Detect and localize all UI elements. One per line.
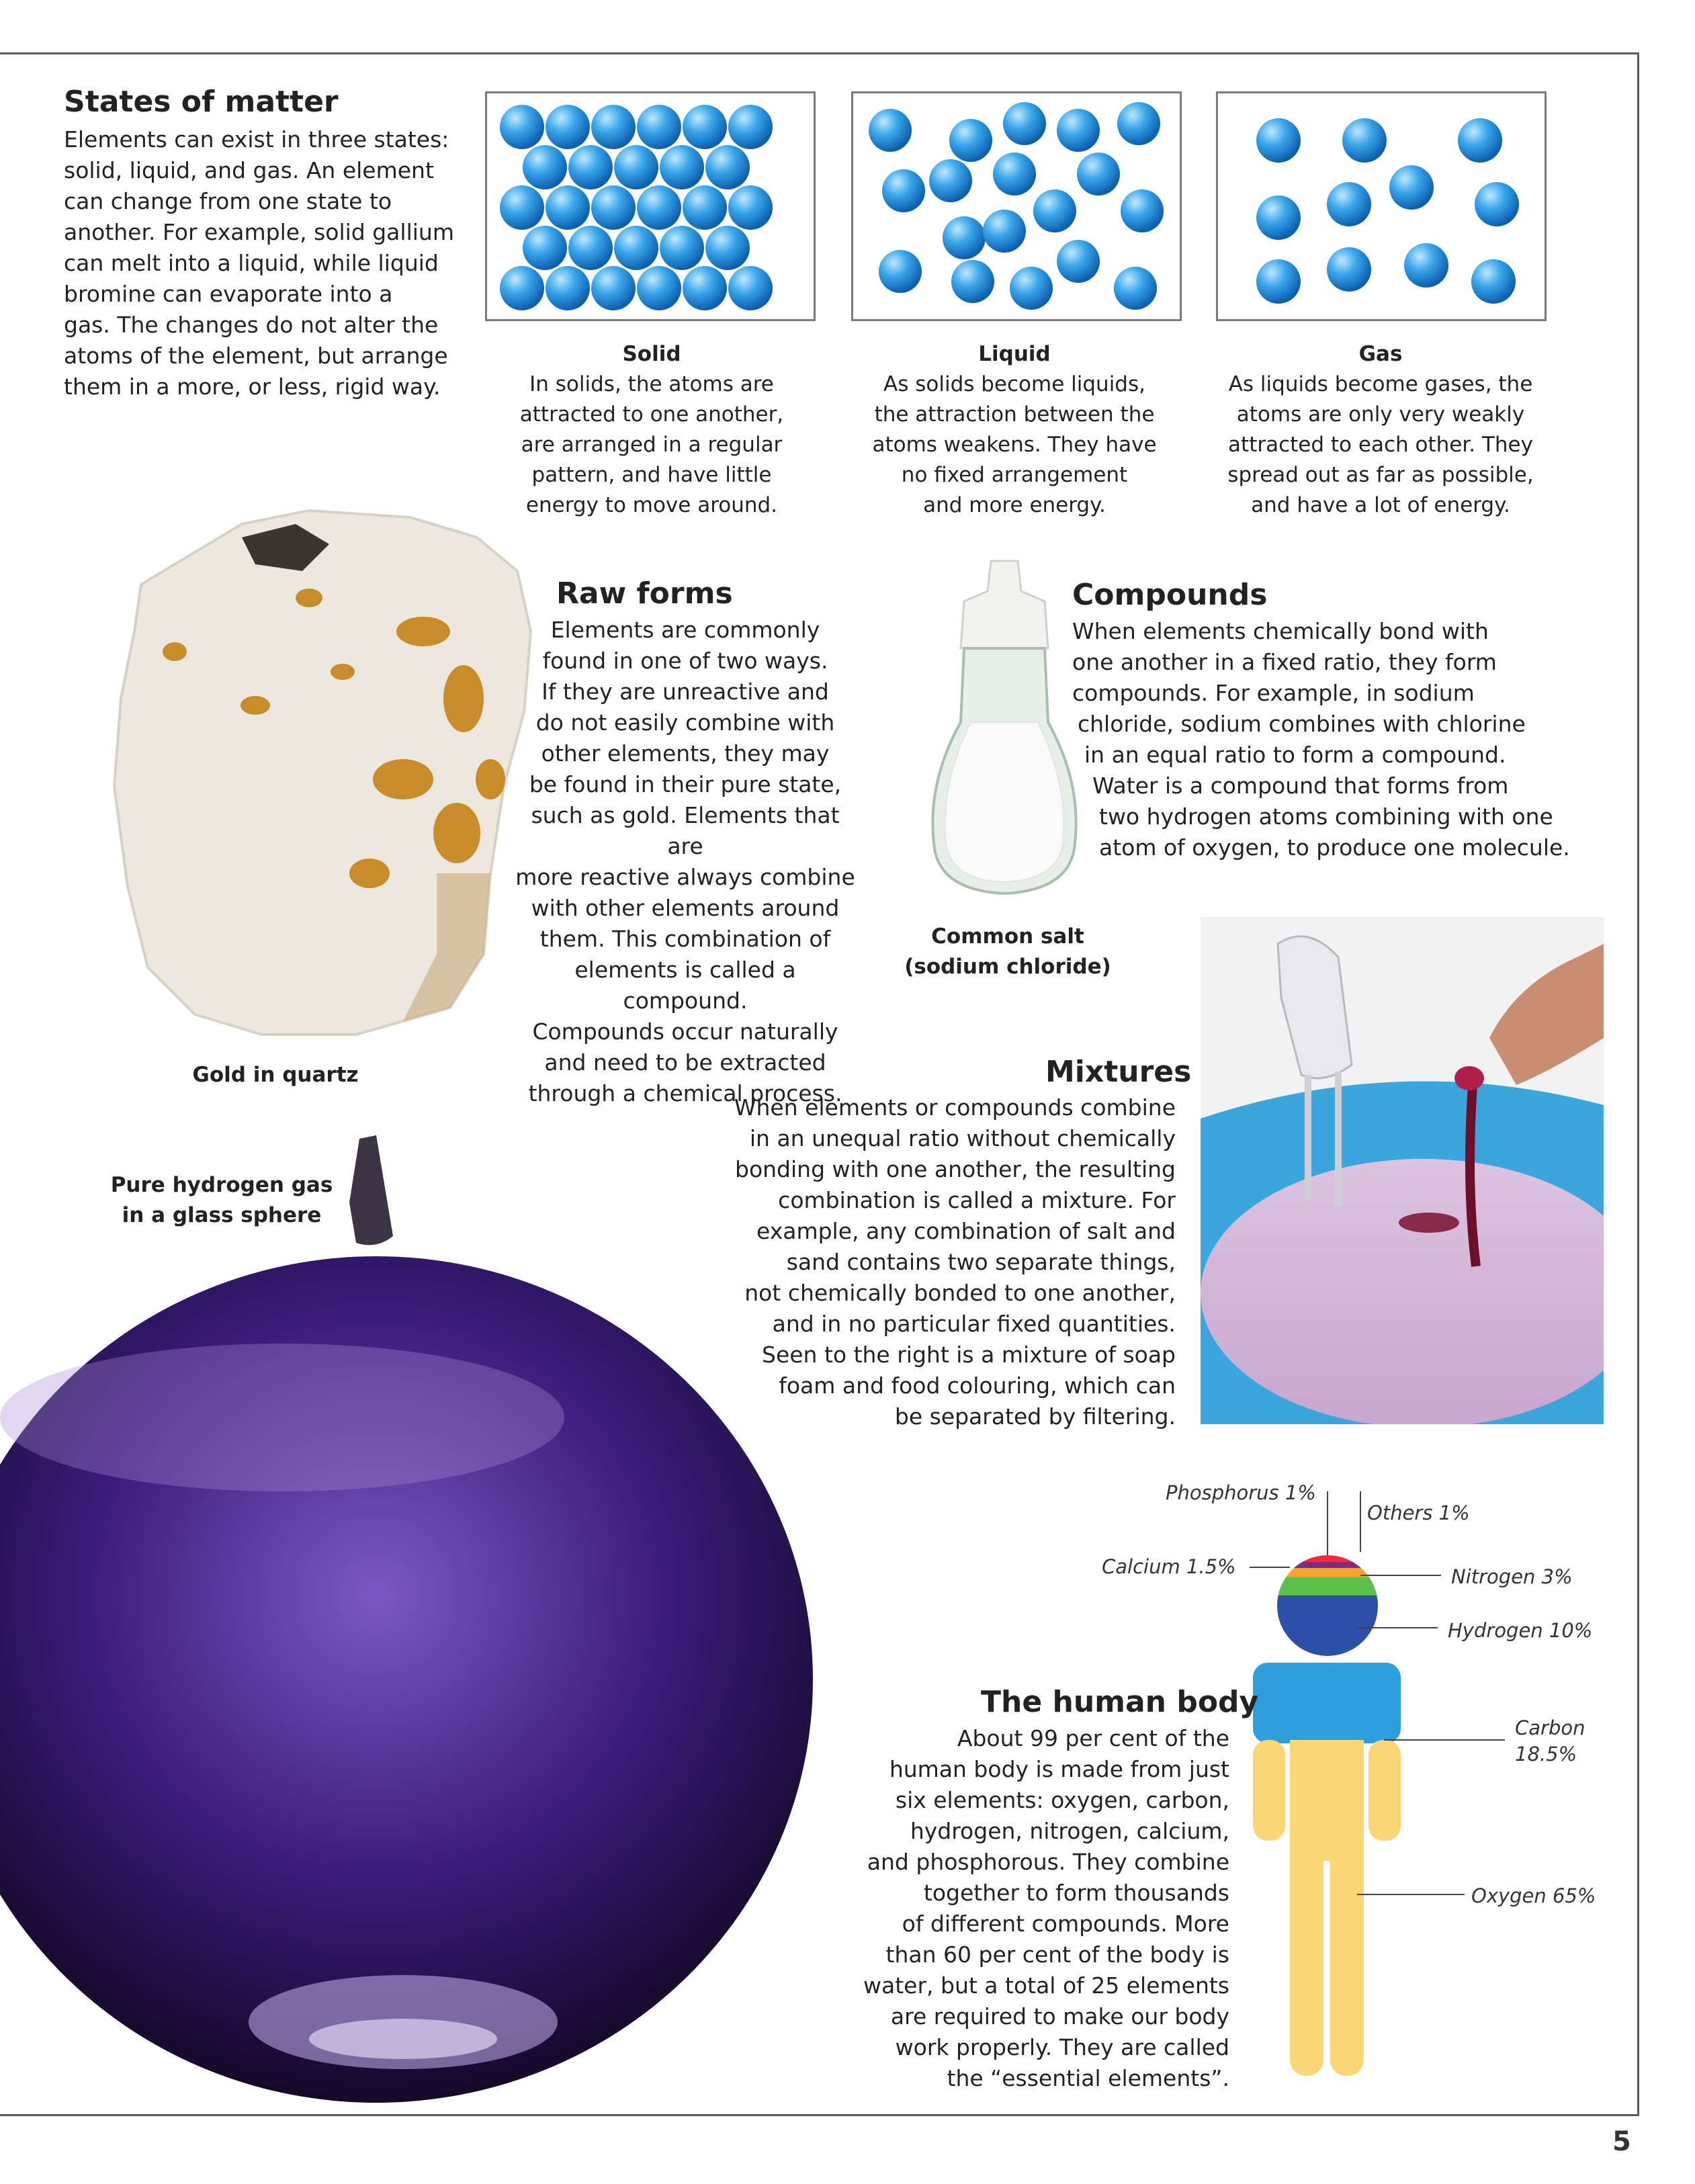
atom [523, 145, 567, 189]
liquid-atoms [853, 93, 1180, 319]
text-line: other elements, they may [541, 740, 830, 767]
text-line: solid, liquid, and gas. An element [64, 157, 434, 183]
text-line: energy to move around. [525, 493, 778, 517]
text-line: them in a more, or less, rigid way. [64, 374, 441, 400]
gas-atoms [1218, 93, 1545, 319]
text-line: the “essential elements”. [947, 2065, 1229, 2091]
text-line: Pure hydrogen gas [110, 1173, 333, 1197]
atom [500, 105, 544, 149]
atom [1077, 152, 1120, 195]
liquid-caption [833, 339, 1196, 521]
text-line: Elements can exist in three states: [64, 126, 449, 152]
liquid-diagram [851, 91, 1182, 321]
text-line: are required to make our body [890, 2003, 1229, 2029]
text-line: such as gold. Elements that are [531, 802, 840, 859]
atom [879, 250, 922, 293]
right-leg-oxygen [1330, 1841, 1364, 2076]
right-rule [1637, 52, 1639, 2116]
atom [705, 226, 750, 270]
atom [591, 266, 636, 310]
text-line: Elements are commonly [550, 617, 820, 643]
atom [929, 159, 972, 202]
text-line: be separated by filtering. [894, 1403, 1176, 1430]
text-line: six elements: oxygen, carbon, [895, 1787, 1229, 1813]
atom [546, 185, 590, 230]
gold-quartz-photo [87, 497, 544, 1048]
text-line: and need to be extracted [544, 1049, 826, 1076]
text-line: another. For example, solid gallium [64, 219, 454, 245]
atom [614, 226, 658, 270]
text-line: through a chemical process. [528, 1080, 842, 1106]
atom [568, 226, 613, 270]
page-number: 5 [1612, 2126, 1631, 2157]
text-line: them. This combination of [539, 926, 831, 952]
atom [882, 169, 925, 212]
text-line: one another in a fixed ratio, they form [1072, 649, 1497, 675]
atom [1114, 267, 1157, 310]
left-arm-oxygen [1253, 1740, 1285, 1841]
text-line: and have a lot of energy. [1251, 493, 1510, 517]
body-figure [1253, 1663, 1401, 2076]
compounds-heading: Compounds [1072, 578, 1268, 612]
text-line: As solids become liquids, [883, 372, 1145, 396]
atom [943, 216, 986, 259]
text-line: spread out as far as possible, [1227, 463, 1534, 487]
text-line: In solids, the atoms are [529, 372, 774, 396]
text-line: Compounds occur naturally [532, 1018, 838, 1045]
atom [546, 266, 590, 310]
atom [1057, 240, 1100, 283]
text-line: the attraction between the [874, 402, 1155, 427]
phosphorus-label: Phosphorus 1% [1166, 1481, 1316, 1504]
compounds-body [1072, 616, 1583, 863]
atom [1057, 109, 1100, 152]
raw-forms-heading: Raw forms [556, 576, 733, 611]
atom [1117, 102, 1160, 145]
text-line: attracted to each other. They [1228, 433, 1533, 457]
salt-fill [945, 722, 1063, 882]
text-line: work properly. They are called [895, 2034, 1229, 2060]
text-line: bonding with one another, the resulting [735, 1156, 1176, 1182]
text-line: compounds. For example, in sodium [1072, 680, 1475, 706]
text-line: atom of oxygen, to produce one molecule. [1099, 834, 1570, 861]
hydrogen-sphere-photo [0, 1135, 833, 2116]
dropper-bottle [1454, 1066, 1484, 1090]
solid-title: Solid [622, 342, 681, 366]
atom [1404, 243, 1448, 288]
atom [951, 260, 994, 303]
text-line: two hydrogen atoms combining with one [1099, 803, 1553, 830]
text-line: About 99 per cent of the [957, 1725, 1229, 1751]
gas-diagram [1216, 91, 1547, 321]
text-line: bromine can evaporate into a [64, 281, 393, 307]
text-line: combination is called a mixture. For [778, 1187, 1176, 1213]
head-band-nitrogen [1277, 1577, 1378, 1596]
text-line: atoms of the element, but arrange [64, 343, 448, 369]
text-line: more reactive always combine [515, 864, 855, 890]
carbon-label: Carbon [1515, 1716, 1585, 1739]
text-line: Common salt [931, 924, 1084, 949]
text-line: atoms weakens. They have [872, 433, 1157, 457]
text-line: gas. The changes do not alter the [64, 312, 439, 338]
atom [705, 145, 750, 189]
atom [869, 109, 912, 152]
atom [983, 210, 1026, 253]
text-line: and in no particular fixed quantities. [772, 1311, 1176, 1337]
salt-caption [887, 922, 1129, 982]
text-line: Seen to the right is a mixture of soap [762, 1342, 1176, 1368]
text-line: When elements chemically bond with [1072, 618, 1489, 644]
text-line: in an unequal ratio without chemically [749, 1125, 1176, 1151]
text-line: elements is called a compound. [574, 957, 796, 1014]
text-line: water, but a total of 25 elements [863, 1972, 1229, 1999]
atom [1033, 189, 1076, 232]
sphere-base-glow [309, 2019, 497, 2059]
text-line: foam and food colouring, which can [779, 1372, 1176, 1399]
atom [1327, 182, 1371, 226]
sphere-highlight [0, 1344, 564, 1491]
colouring-pool [1399, 1213, 1459, 1233]
head-band-hydrogen [1277, 1596, 1378, 1657]
solid-atoms [487, 93, 814, 319]
text-line: with other elements around [531, 895, 840, 921]
text-line: sand contains two separate things, [786, 1249, 1176, 1275]
text-line: in a glass sphere [122, 1203, 322, 1227]
atom [523, 226, 567, 270]
left-leg-oxygen [1290, 1841, 1323, 2076]
atom [728, 105, 773, 149]
head-band-calcium [1277, 1568, 1378, 1577]
atom [1256, 195, 1301, 240]
text-line: chloride, sodium combines with chlorine [1078, 711, 1526, 737]
atom [683, 105, 727, 149]
atom [637, 266, 681, 310]
atom [1121, 189, 1164, 232]
text-line: not chemically bonded to one another, [744, 1280, 1176, 1306]
text-line: found in one of two ways. [542, 648, 828, 674]
atom [683, 266, 727, 310]
atom [614, 145, 658, 189]
mixture-photo [1201, 917, 1604, 1424]
human-body-heading: The human body [981, 1685, 1259, 1719]
text-line: in an equal ratio to form a compound. [1084, 742, 1506, 768]
atom [1458, 118, 1502, 163]
nitrogen-label: Nitrogen 3% [1451, 1565, 1573, 1588]
text-line: together to form thousands [923, 1880, 1229, 1906]
text-line: As liquids become gases, the [1228, 372, 1533, 396]
mixtures-heading: Mixtures [1045, 1055, 1192, 1089]
atom [728, 266, 773, 310]
top-rule [0, 52, 1639, 54]
human-body-text [826, 1723, 1229, 2094]
text-line: can melt into a liquid, while liquid [64, 250, 439, 276]
text-line: no fixed arrangement [901, 463, 1128, 487]
atom [1475, 182, 1519, 226]
atom [568, 145, 613, 189]
atom [591, 105, 636, 149]
atom [1003, 102, 1046, 145]
head-band-phosphorus [1277, 1562, 1378, 1569]
atom [1256, 259, 1301, 304]
atom [500, 266, 544, 310]
atom [660, 226, 704, 270]
atom [1342, 118, 1387, 163]
shaker-cap [961, 561, 1048, 648]
text-line: human body is made from just [889, 1756, 1229, 1782]
text-line: can change from one state to [64, 188, 392, 214]
atom [546, 105, 590, 149]
atom [1471, 259, 1516, 304]
atom [500, 185, 544, 230]
text-line: When elements or compounds combine [734, 1094, 1176, 1121]
gas-caption [1192, 339, 1569, 521]
gas-title: Gas [1358, 342, 1403, 366]
glass-tip [349, 1135, 393, 1245]
atom [993, 152, 1036, 195]
atom [637, 185, 681, 230]
raw-forms-body [511, 615, 860, 1109]
right-arm-oxygen [1368, 1740, 1401, 1841]
others-label: Others 1% [1367, 1501, 1470, 1524]
atom [1327, 247, 1371, 292]
solid-diagram [485, 91, 816, 321]
gold-caption: Gold in quartz [192, 1063, 359, 1087]
text-line: and phosphorous. They combine [867, 1849, 1229, 1875]
atom [1389, 165, 1434, 210]
text-line: are arranged in a regular [521, 433, 783, 457]
salt-shaker-photo [920, 554, 1088, 904]
carbon-value: 18.5% [1515, 1743, 1577, 1765]
text-line: and more energy. [923, 493, 1106, 517]
text-line: atoms are only very weakly [1236, 402, 1525, 427]
text-line: attracted to one another, [519, 402, 784, 427]
atom [660, 145, 704, 189]
text-line: Water is a compound that forms from [1092, 773, 1509, 799]
atom [1010, 267, 1053, 310]
oxygen-label: Oxygen 65% [1471, 1884, 1596, 1907]
atom [949, 119, 992, 162]
text-line: hydrogen, nitrogen, calcium, [910, 1818, 1229, 1844]
states-body [64, 124, 467, 402]
text-line: be found in their pure state, [529, 771, 842, 797]
atom [683, 185, 727, 230]
calcium-label: Calcium 1.5% [1102, 1555, 1236, 1578]
solid-caption [470, 339, 833, 521]
atom [637, 105, 681, 149]
text-line: do not easily combine with [535, 709, 835, 736]
text-line: of different compounds. More [902, 1911, 1229, 1937]
text-line: than 60 per cent of the body is [885, 1941, 1229, 1968]
text-line: example, any combination of salt and [756, 1218, 1176, 1244]
atom [728, 185, 773, 230]
text-line: (sodium chloride) [904, 955, 1111, 979]
states-heading: States of matter [64, 85, 339, 119]
text-line: pattern, and have little [531, 463, 772, 487]
hydrogen-label: Hydrogen 10% [1448, 1619, 1593, 1642]
head-band-others [1277, 1555, 1378, 1563]
head-pie [1277, 1555, 1378, 1657]
right-arm-carbon [1368, 1663, 1401, 1743]
atom [1256, 118, 1301, 163]
text-line: If they are unreactive and [541, 679, 829, 705]
atom [591, 185, 636, 230]
liquid-title: Liquid [978, 342, 1051, 366]
